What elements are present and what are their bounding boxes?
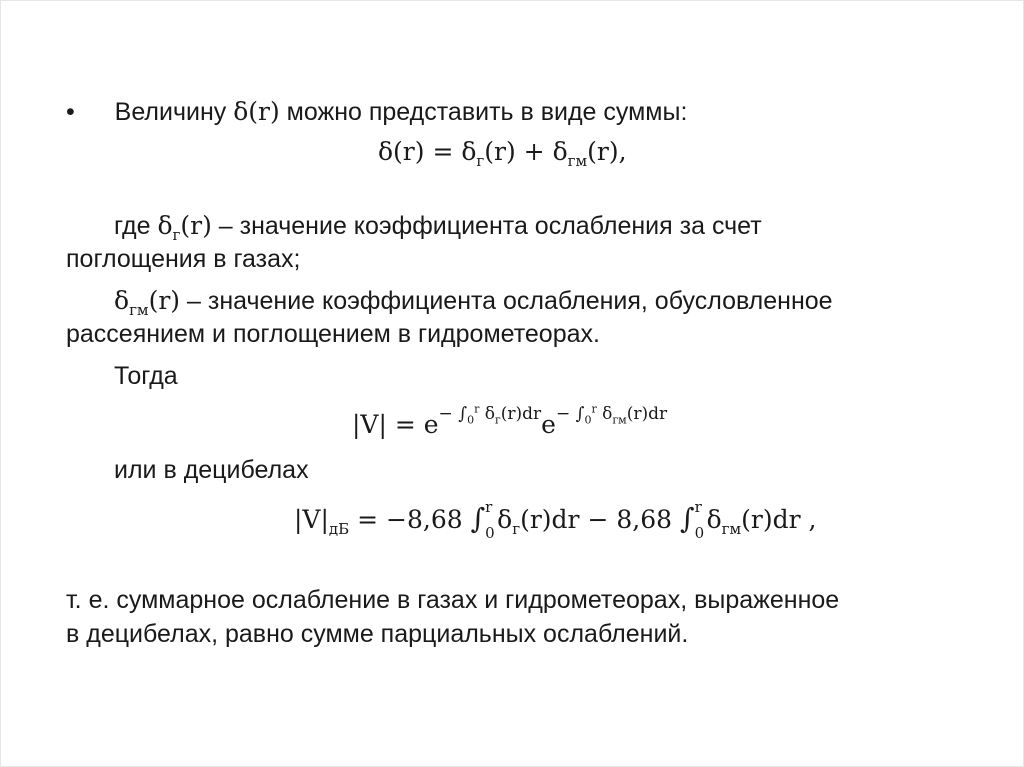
integral-sign-2: ∫ — [679, 502, 695, 535]
bullet: • — [66, 98, 75, 126]
text-where-1b: поглощения в газах; — [66, 245, 301, 273]
equation-decibels: $|V|_{дБ} = -8,68$ ∫ r 0 $\delta_г(r)dr - 8,68$ ∫ r 0 $\delta_{гм}(r)dr$ , — [294, 497, 817, 542]
text-conclusion-2: в децибелах, равно сумме парциальных ослаблений. — [66, 620, 689, 648]
line1-post: можно представить в виде суммы: — [279, 98, 688, 126]
text-where-2b: рассеянием и поглощением в гидрометеорах. — [66, 320, 600, 348]
line1-pre: Величину — [114, 98, 234, 126]
equation-sum: $\delta(r) = \delta_г(r) + \delta_{гм}(r)$, — [378, 137, 627, 170]
text-or-db: или в децибелах — [114, 456, 309, 484]
text-then: Тогда — [114, 362, 178, 390]
text-line-1 — [66, 97, 687, 127]
text-where-2: $\delta_{гм}(r)$ – значение коэффициента ослабления, обусловленное — [114, 286, 833, 319]
integral-sign: ∫ — [470, 502, 486, 535]
text-where-1: где $\delta_г(r)$ – значение коэффициента ослабления за счет — [114, 211, 762, 244]
text-conclusion-1: т. е. суммарное ослабление в газах и гидрометеорах, выраженное — [66, 586, 840, 614]
line1-symbol: δ(r) — [233, 97, 280, 126]
equation-exponential: $|V| = e^{- \int_0^r \delta_г(r)dr}e^{- \int_0^r \delta_{гм}(r)dr}$ — [352, 402, 668, 439]
